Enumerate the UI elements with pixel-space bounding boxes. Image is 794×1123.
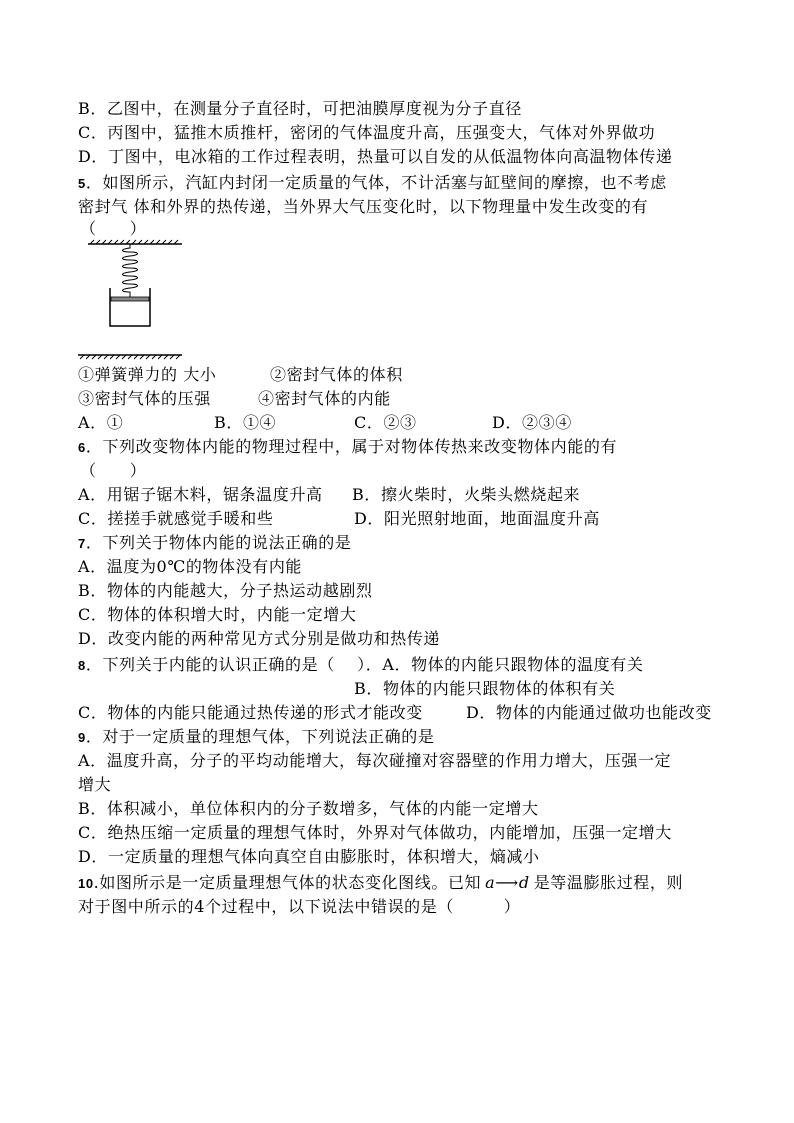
q5-item-3: ③密封气体的压强 xyxy=(78,389,211,408)
q6-option-d: D．阳光照射地面，地面温度升高 xyxy=(354,509,600,528)
q7-option-d: D．改变内能的两种常见方式分别是做功和热传递 xyxy=(78,629,441,648)
q5-text: ．如图所示，汽缸内封闭一定质量的气体，不计活塞与缸壁间的摩擦，也不考虑 xyxy=(85,173,667,192)
q9-option-c: C．绝热压缩一定质量的理想气体时，外界对气体做功，内能增加，压强一定增大 xyxy=(78,823,672,842)
q10-stem xyxy=(78,872,683,895)
q7-option-a: A．温度为0℃的物体没有内能 xyxy=(78,557,303,576)
q8-option-d: D．物体的内能通过做功也能改变 xyxy=(466,703,712,722)
piston xyxy=(111,297,149,301)
q5-option-a: A．① xyxy=(78,413,124,432)
q5-item-4: ④密封气体的内能 xyxy=(258,389,391,408)
q5-item-1: ①弹簧弹力的 大小 xyxy=(78,365,217,384)
q7-option-c: C．物体的体积增大时，内能一定增大 xyxy=(78,605,357,624)
q5-stem xyxy=(78,172,667,195)
q6-number: 6 xyxy=(78,440,86,455)
q4-option-d: D．丁图中，电冰箱的工作过程表明，热量可以自发的从低温物体向高温物体传递 xyxy=(78,147,673,166)
q9-option-a-cont: 增大 xyxy=(78,775,112,794)
spring-cylinder-figure xyxy=(78,238,188,360)
q5-item-2: ②密封气体的体积 xyxy=(270,365,403,384)
q10-number: 10 xyxy=(78,876,94,891)
q10-math: a⟶d xyxy=(485,873,530,892)
q7-text: ．下列关于物体内能的说法正确的是 xyxy=(85,533,352,552)
q5-number: 5 xyxy=(78,176,86,191)
q6-option-c: C．搓搓手就感觉手暖和些 xyxy=(78,509,274,528)
q5-stem-cont: 密封气 体和外界的热传递，当外界大气压变化时，以下物理量中发生改变的有 xyxy=(78,197,649,216)
q9-option-a: A．温度升高，分子的平均动能增大，每次碰撞对容器壁的作用力增大，压强一定 xyxy=(78,751,672,770)
q10-text-2: 是等温膨胀过程，则 xyxy=(533,873,684,892)
q6-stem xyxy=(78,436,617,459)
q4-option-c: C．丙图中，猛推木质推杆，密闭的气体温度升高，压强变大，气体对外界做功 xyxy=(78,123,656,142)
spring xyxy=(123,244,138,298)
q8-text: ．下列关于内能的认识正确的是（ ）．A．物体的内能只跟物体的温度有关 xyxy=(85,655,644,674)
q8-number: 8 xyxy=(78,658,86,673)
q5-option-b: B．①④ xyxy=(214,413,277,432)
q5-option-d: D．②③④ xyxy=(492,413,572,432)
q5-answer-paren: （ ） xyxy=(80,219,147,238)
q9-stem xyxy=(78,726,434,749)
q10-stem-cont: 对于图中所示的4个过程中，以下说法中错误的是（ ） xyxy=(78,897,521,916)
q9-number: 9 xyxy=(78,730,86,745)
q6-option-b: B．擦火柴时，火柴头燃烧起来 xyxy=(352,485,581,504)
q9-option-b: B．体积减小，单位体积内的分子数增多，气体的内能一定增大 xyxy=(78,799,539,818)
q7-option-b: B．物体的内能越大，分子热运动越剧烈 xyxy=(78,581,373,600)
q6-option-a: A．用锯子锯木料，锯条温度升高 xyxy=(78,485,323,504)
q8-option-c: C．物体的内能只能通过热传递的形式才能改变 xyxy=(78,703,423,722)
q6-answer-paren: （ ） xyxy=(80,461,147,480)
q4-option-b: B．乙图中，在测量分子直径时，可把油膜厚度视为分子直径 xyxy=(78,99,522,118)
q9-text: ．对于一定质量的理想气体，下列说法正确的是 xyxy=(85,727,435,746)
q5-option-c: C．②③ xyxy=(354,413,417,432)
q8-stem xyxy=(78,654,644,677)
q10-text: .如图所示是一定质量理想气体的状态变化图线。已知 xyxy=(93,873,482,892)
q7-number: 7 xyxy=(78,536,86,551)
q8-option-b: B．物体的内能只跟物体的体积有关 xyxy=(354,679,616,698)
q7-stem xyxy=(78,532,351,555)
q9-option-d: D．一定质量的理想气体向真空自由膨胀时，体积增大，熵减小 xyxy=(78,847,540,866)
q6-text: ．下列改变物体内能的物理过程中，属于对物体传热来改变物体内能的有 xyxy=(85,437,618,456)
